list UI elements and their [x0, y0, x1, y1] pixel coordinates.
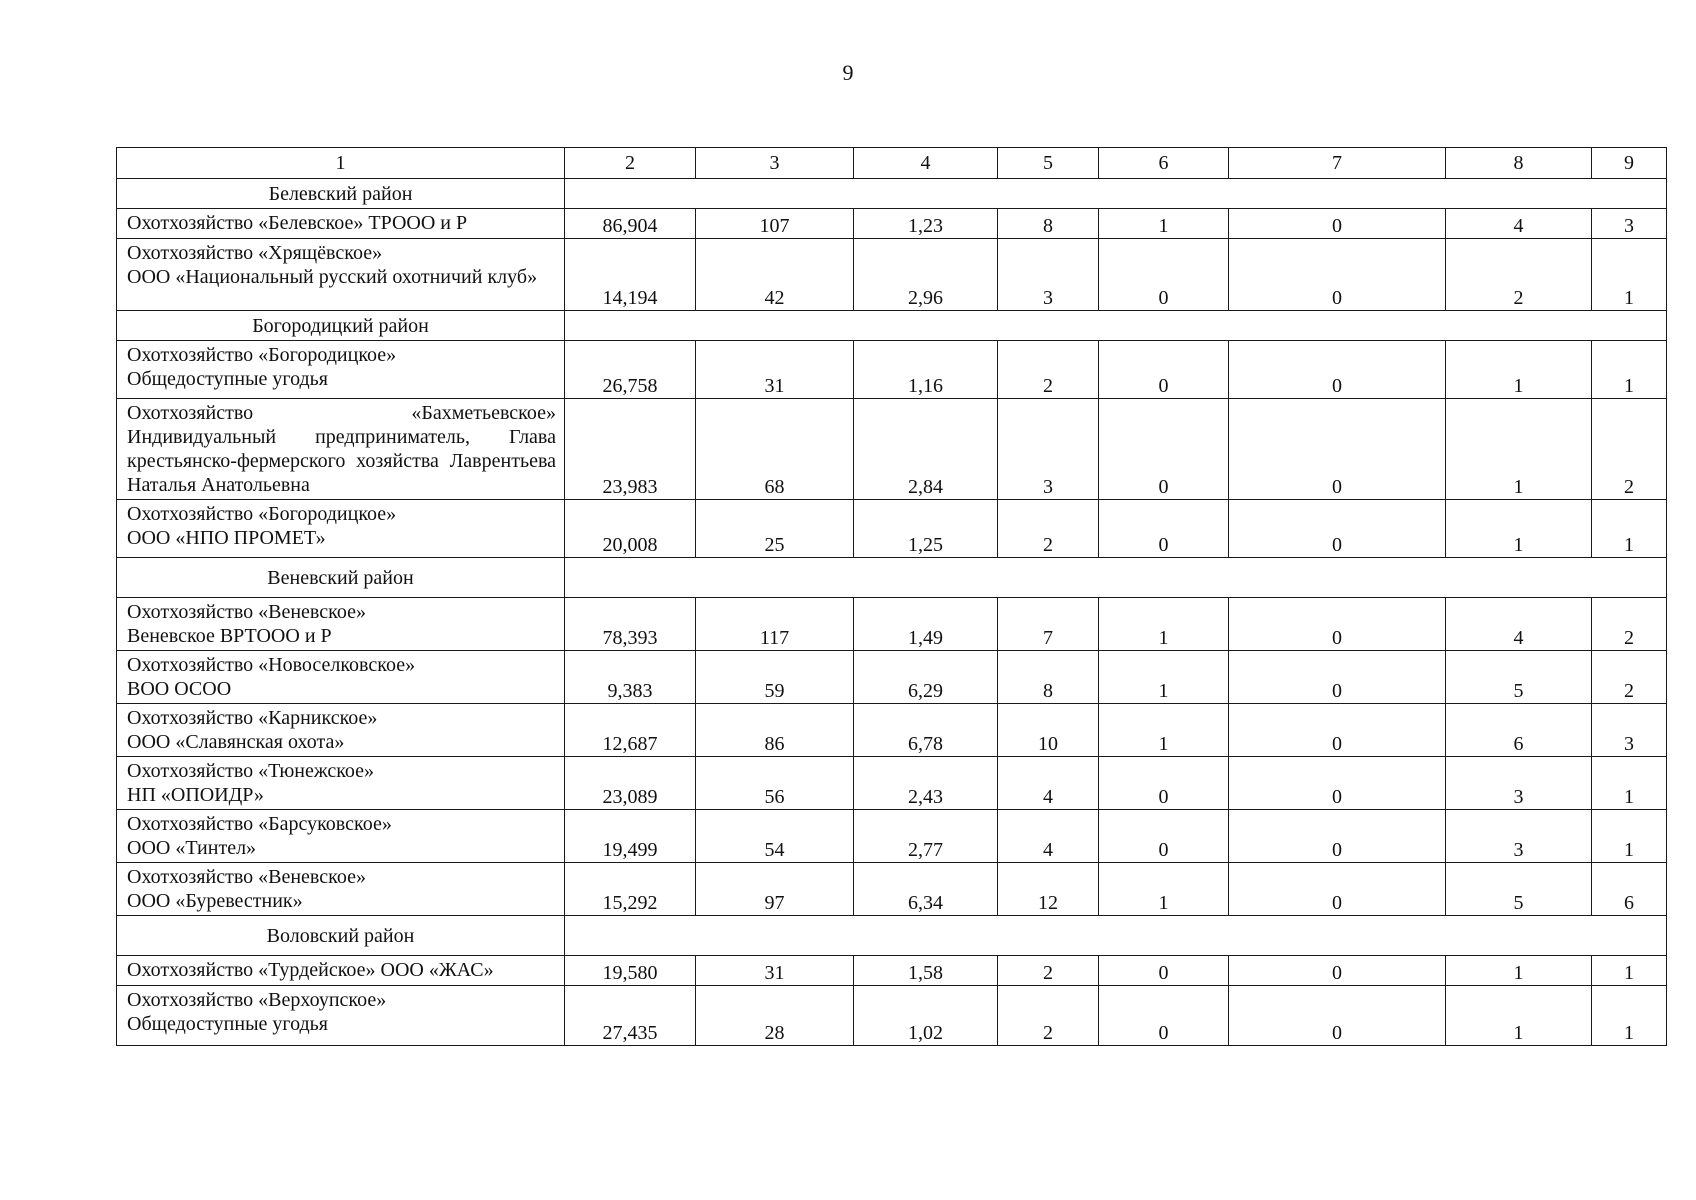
organization-name	[117, 757, 565, 810]
value-cell-col-2: 12,687	[565, 704, 696, 757]
value-cell-col-8: 2	[1446, 239, 1592, 311]
value-cell-col-6: 0	[1099, 341, 1229, 399]
value-cell-col-3: 86	[696, 704, 854, 757]
district-name: Воловский район	[117, 916, 565, 956]
organization-name	[117, 209, 565, 239]
value-cell-col-7: 0	[1229, 956, 1446, 986]
value-cell-col-4: 6,29	[854, 651, 998, 704]
column-number: 9	[1592, 148, 1667, 179]
organization-name-line: ООО «НПО ПРОМЕТ»	[127, 527, 326, 549]
organization-name-line: Общедоступные угодья	[127, 1013, 329, 1035]
value-cell-col-3: 28	[696, 986, 854, 1046]
value-cell-col-7: 0	[1229, 757, 1446, 810]
organization-name-line: Охотхозяйство «Верхоупское»	[127, 989, 387, 1011]
organization-name	[117, 341, 565, 399]
value-cell-col-3: 59	[696, 651, 854, 704]
value-cell-col-7: 0	[1229, 986, 1446, 1046]
organization-name-line: ООО «Тинтел»	[127, 837, 257, 859]
value-cell-col-6: 0	[1099, 239, 1229, 311]
value-cell-col-4: 1,23	[854, 209, 998, 239]
value-cell-col-5: 12	[998, 863, 1099, 916]
column-number: 8	[1446, 148, 1592, 179]
table-row	[117, 757, 1667, 810]
value-cell-col-8: 3	[1446, 757, 1592, 810]
value-cell-col-5: 10	[998, 704, 1099, 757]
value-cell-col-6: 1	[1099, 651, 1229, 704]
value-cell-col-2: 86,904	[565, 209, 696, 239]
value-cell-col-7: 0	[1229, 399, 1446, 500]
value-cell-col-9: 1	[1592, 810, 1667, 863]
organization-name-line: Охотхозяйство «Новоселковское»	[127, 654, 416, 676]
value-cell-col-9: 6	[1592, 863, 1667, 916]
table-row	[117, 986, 1667, 1046]
value-cell-col-2: 19,499	[565, 810, 696, 863]
district-name: Белевский район	[117, 179, 565, 209]
value-cell-col-5: 2	[998, 341, 1099, 399]
organization-name-line: Охотхозяйство «Богородицкое»	[127, 344, 397, 366]
organization-name-line: Охотхозяйство «Веневское»	[127, 866, 366, 888]
table-row	[117, 956, 1667, 986]
value-cell-col-2: 15,292	[565, 863, 696, 916]
value-cell-col-7: 0	[1229, 598, 1446, 651]
organization-name	[117, 651, 565, 704]
organization-name	[117, 863, 565, 916]
table-row	[117, 239, 1667, 311]
column-number: 6	[1099, 148, 1229, 179]
organization-name	[117, 810, 565, 863]
district-row	[117, 558, 1667, 598]
value-cell-col-4: 2,96	[854, 239, 998, 311]
value-cell-col-3: 25	[696, 500, 854, 558]
value-cell-col-6: 0	[1099, 399, 1229, 500]
value-cell-col-9: 2	[1592, 598, 1667, 651]
value-cell-col-8: 4	[1446, 209, 1592, 239]
value-cell-col-8: 3	[1446, 810, 1592, 863]
column-number-row	[117, 148, 1667, 179]
organization-name-line: НП «ОПОИДР»	[127, 784, 264, 806]
value-cell-col-7: 0	[1229, 863, 1446, 916]
value-cell-col-2: 20,008	[565, 500, 696, 558]
value-cell-col-3: 107	[696, 209, 854, 239]
value-cell-col-4: 2,43	[854, 757, 998, 810]
district-empty-cell	[565, 179, 1667, 209]
value-cell-col-3: 97	[696, 863, 854, 916]
organization-name	[117, 704, 565, 757]
organization-name-line: Охотхозяйство «Белевское» ТРОOO и Р	[127, 212, 468, 234]
organization-name-line: Охотхозяйство «Барсуковское»	[127, 813, 392, 835]
value-cell-col-8: 1	[1446, 956, 1592, 986]
table-row	[117, 704, 1667, 757]
value-cell-col-3: 42	[696, 239, 854, 311]
value-cell-col-4: 1,25	[854, 500, 998, 558]
value-cell-col-2: 23,089	[565, 757, 696, 810]
value-cell-col-6: 1	[1099, 209, 1229, 239]
organization-name	[117, 598, 565, 651]
value-cell-col-4: 1,16	[854, 341, 998, 399]
value-cell-col-8: 1	[1446, 399, 1592, 500]
value-cell-col-3: 54	[696, 810, 854, 863]
value-cell-col-3: 68	[696, 399, 854, 500]
value-cell-col-2: 14,194	[565, 239, 696, 311]
district-row	[117, 311, 1667, 341]
value-cell-col-6: 0	[1099, 810, 1229, 863]
value-cell-col-5: 7	[998, 598, 1099, 651]
table-body	[117, 148, 1667, 1046]
value-cell-col-3: 56	[696, 757, 854, 810]
value-cell-col-5: 2	[998, 956, 1099, 986]
table-row	[117, 651, 1667, 704]
value-cell-col-5: 2	[998, 986, 1099, 1046]
value-cell-col-7: 0	[1229, 500, 1446, 558]
organization-name	[117, 956, 565, 986]
value-cell-col-2: 23,983	[565, 399, 696, 500]
value-cell-col-9: 1	[1592, 500, 1667, 558]
value-cell-col-3: 31	[696, 341, 854, 399]
value-cell-col-4: 2,84	[854, 399, 998, 500]
value-cell-col-5: 2	[998, 500, 1099, 558]
value-cell-col-2: 19,580	[565, 956, 696, 986]
value-cell-col-5: 3	[998, 399, 1099, 500]
value-cell-col-9: 1	[1592, 986, 1667, 1046]
organization-name-line: Охотхозяйство «Тюнежское»	[127, 760, 375, 782]
column-number: 5	[998, 148, 1099, 179]
district-row	[117, 916, 1667, 956]
value-cell-col-8: 1	[1446, 500, 1592, 558]
column-number: 3	[696, 148, 854, 179]
organization-name-line: ООО «Буревестник»	[127, 890, 303, 912]
column-number: 2	[565, 148, 696, 179]
value-cell-col-4: 1,49	[854, 598, 998, 651]
table-row	[117, 500, 1667, 558]
value-cell-col-5: 8	[998, 209, 1099, 239]
value-cell-col-5: 4	[998, 810, 1099, 863]
value-cell-col-6: 1	[1099, 598, 1229, 651]
page-number: 9	[842, 60, 854, 85]
hunting-grounds-table	[116, 147, 1667, 1046]
value-cell-col-3: 31	[696, 956, 854, 986]
value-cell-col-5: 4	[998, 757, 1099, 810]
value-cell-col-4: 1,02	[854, 986, 998, 1046]
value-cell-col-7: 0	[1229, 651, 1446, 704]
value-cell-col-2: 26,758	[565, 341, 696, 399]
organization-name-line: Охотхозяйство «Богородицкое»	[127, 503, 397, 525]
value-cell-col-9: 3	[1592, 704, 1667, 757]
value-cell-col-8: 1	[1446, 986, 1592, 1046]
value-cell-col-6: 1	[1099, 704, 1229, 757]
table-row	[117, 209, 1667, 239]
value-cell-col-9: 1	[1592, 956, 1667, 986]
value-cell-col-9: 3	[1592, 209, 1667, 239]
value-cell-col-5: 3	[998, 239, 1099, 311]
value-cell-col-4: 6,78	[854, 704, 998, 757]
table-row	[117, 598, 1667, 651]
value-cell-col-7: 0	[1229, 341, 1446, 399]
value-cell-col-6: 0	[1099, 956, 1229, 986]
column-number: 1	[117, 148, 565, 179]
value-cell-col-8: 4	[1446, 598, 1592, 651]
district-empty-cell	[565, 558, 1667, 598]
value-cell-col-8: 5	[1446, 863, 1592, 916]
table-row	[117, 863, 1667, 916]
value-cell-col-6: 1	[1099, 863, 1229, 916]
district-row	[117, 179, 1667, 209]
organization-name-line: Охотхозяйство «Хрящёвское»	[127, 242, 383, 264]
value-cell-col-3: 117	[696, 598, 854, 651]
organization-name-line: Охотхозяйство «Турдейское» ООО «ЖАС»	[127, 959, 494, 981]
value-cell-col-7: 0	[1229, 810, 1446, 863]
value-cell-col-2: 78,393	[565, 598, 696, 651]
value-cell-col-6: 0	[1099, 757, 1229, 810]
district-empty-cell	[565, 916, 1667, 956]
value-cell-col-4: 2,77	[854, 810, 998, 863]
value-cell-col-9: 1	[1592, 757, 1667, 810]
value-cell-col-9: 1	[1592, 341, 1667, 399]
column-number: 4	[854, 148, 998, 179]
district-empty-cell	[565, 311, 1667, 341]
organization-name	[117, 239, 565, 311]
value-cell-col-5: 8	[998, 651, 1099, 704]
table-row	[117, 399, 1667, 500]
value-cell-col-4: 6,34	[854, 863, 998, 916]
organization-name-line: Общедоступные угодья	[127, 368, 329, 390]
table-row	[117, 341, 1667, 399]
organization-name-line: ООО «Славянская охота»	[127, 731, 345, 753]
value-cell-col-2: 9,383	[565, 651, 696, 704]
column-number: 7	[1229, 148, 1446, 179]
value-cell-col-4: 1,58	[854, 956, 998, 986]
organization-name-line: Веневское ВРТОOO и Р	[127, 625, 332, 647]
organization-name	[117, 399, 565, 500]
value-cell-col-8: 1	[1446, 341, 1592, 399]
organization-name-line: ВОО ОСОО	[127, 678, 232, 700]
value-cell-col-9: 2	[1592, 651, 1667, 704]
value-cell-col-7: 0	[1229, 239, 1446, 311]
organization-name	[117, 500, 565, 558]
value-cell-col-2: 27,435	[565, 986, 696, 1046]
value-cell-col-9: 2	[1592, 399, 1667, 500]
organization-name-line: ООО «Национальный русский охотничий клуб»	[127, 266, 538, 288]
value-cell-col-8: 5	[1446, 651, 1592, 704]
organization-name	[117, 986, 565, 1046]
table-row	[117, 810, 1667, 863]
organization-name-line: Охотхозяйство «Бахметьевское» Индивидуальный предприниматель, Глава крестьянско-фермерского хозяйства Лаврентьева Наталья Анатольевна	[127, 402, 556, 496]
value-cell-col-6: 0	[1099, 500, 1229, 558]
value-cell-col-6: 0	[1099, 986, 1229, 1046]
district-name: Веневский район	[117, 558, 565, 598]
organization-name-line: Охотхозяйство «Веневское»	[127, 601, 366, 623]
organization-name-line: Охотхозяйство «Карникское»	[127, 707, 378, 729]
district-name: Богородицкий район	[117, 311, 565, 341]
value-cell-col-7: 0	[1229, 209, 1446, 239]
value-cell-col-8: 6	[1446, 704, 1592, 757]
value-cell-col-7: 0	[1229, 704, 1446, 757]
value-cell-col-9: 1	[1592, 239, 1667, 311]
